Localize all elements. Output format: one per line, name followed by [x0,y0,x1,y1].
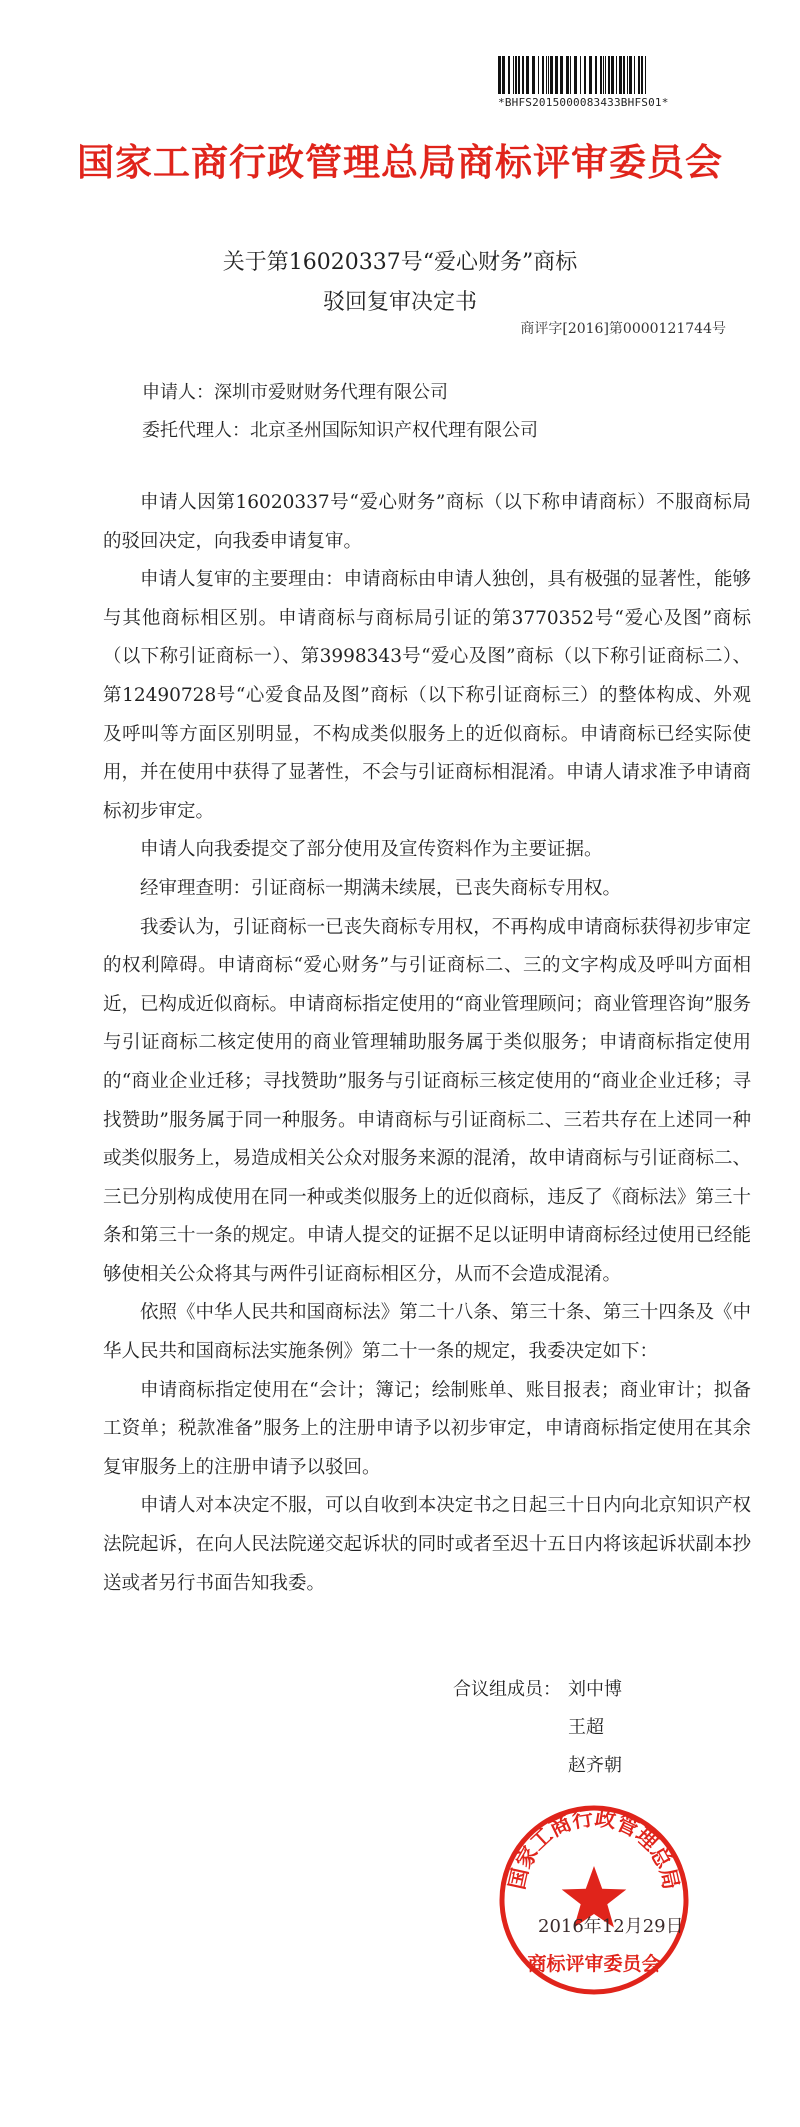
panel-member: 刘中博 [568,1679,622,1700]
paragraph: 申请人对本决定不服，可以自收到本决定书之日起三十日内向北京知识产权法院起诉，在向人民法院递交起诉状的同时或者至迟十五日内将该起诉状副本抄送或者另行书面告知我委。 [103,1495,751,1594]
decision-date: 2016年12月29日 [538,1916,684,1937]
panel-label: 合议组成员： [453,1679,561,1700]
decision-body [103,484,751,1603]
document-title-line2: 驳回复审决定书 [322,290,477,315]
panel-members [453,1675,622,1789]
barcode-bar [646,56,649,94]
seal-arc-text: 国家工商行政管理总局 [503,1804,685,1892]
paragraph: 依照《中华人民共和国商标法》第二十八条、第三十条、第三十四条及《中华人民共和国商标法实施条例》第二十一条的规定，我委决定如下： [103,1302,751,1363]
panel-member: 赵齐朝 [568,1755,622,1776]
agency-header: 国家工商行政管理总局商标评审委员会 [77,141,723,184]
paragraph: 申请人复审的主要理由：申请商标由申请人独创，具有极强的显著性，能够与其他商标相区别。申请商标与商标局引证的第3770352号“爱心及图”商标（以下称引证商标一）、第3998343号“爱心及图”商标（以下称引证商标二）、第12490728号“心爱食品及图”商标（以下称引证商标三）的整体构成、外观及呼叫等方面区别明显，不构成类似服务上的近似商标。申请商标已经实际使用，并在使用中获得了显著性，不会与引证商标相混淆。申请人请求准予申请商标初步审定。 [103,569,751,822]
panel-member: 王超 [568,1717,604,1738]
applicant-line: 申请人：深圳市爱财财务代理有限公司 [142,382,448,403]
barcode-bars [498,56,724,94]
paragraph: 申请人因第16020337号“爱心财务”商标（以下称申请商标）不服商标局的驳回决定，向我委申请复审。 [103,492,751,552]
paragraph: 申请人向我委提交了部分使用及宣传资料作为主要证据。 [140,839,603,861]
official-seal [494,1800,694,2000]
document-number: 商评字[2016]第0000121744号 [520,321,726,337]
document-title-line1: 关于第16020337号“爱心财务”商标 [222,250,578,275]
agent-line: 委托代理人：北京圣州国际知识产权代理有限公司 [142,420,538,441]
paragraph: 经审理查明：引证商标一期满未续展，已丧失商标专用权。 [140,877,622,899]
paragraph: 我委认为，引证商标一已丧失商标专用权，不再构成申请商标获得初步审定的权利障碍。申请商标“爱心财务”与引证商标二、三的文字构成及呼叫方面相近，已构成近似商标。申请商标指定使用的“商业管理顾问；商业管理咨询”服务与引证商标二核定使用的商业管理辅助服务属于类似服务；申请商标指定使用的“商业企业迁移；寻找赞助”服务与引证商标三核定使用的“商业企业迁移；寻找赞助”服务属于同一种服务。申请商标与引证商标二、三若共存在上述同一种或类似服务上，易造成相关公众对服务来源的混淆，故申请商标与引证商标二、三已分别构成使用在同一种或类似服务上的近似商标，违反了《商标法》第三十条和第三十一条的规定。申请人提交的证据不足以证明申请商标经过使用已经能够使相关公众将其与两件引证商标相区分，从而不会造成混淆。 [103,916,751,1285]
barcode [498,56,724,109]
barcode-text: *BHFS2015000083433BHFS01* [498,96,669,109]
seal-dept-text: 商标评审委员会 [527,1953,661,1975]
paragraph: 申请商标指定使用在“会计；簿记；绘制账单、账目报表；商业审计；拟备工资单；税款准备”服务上的注册申请予以初步审定，申请商标指定使用在其余复审服务上的注册申请予以驳回。 [103,1379,751,1478]
seal-graphic [494,1800,694,2000]
